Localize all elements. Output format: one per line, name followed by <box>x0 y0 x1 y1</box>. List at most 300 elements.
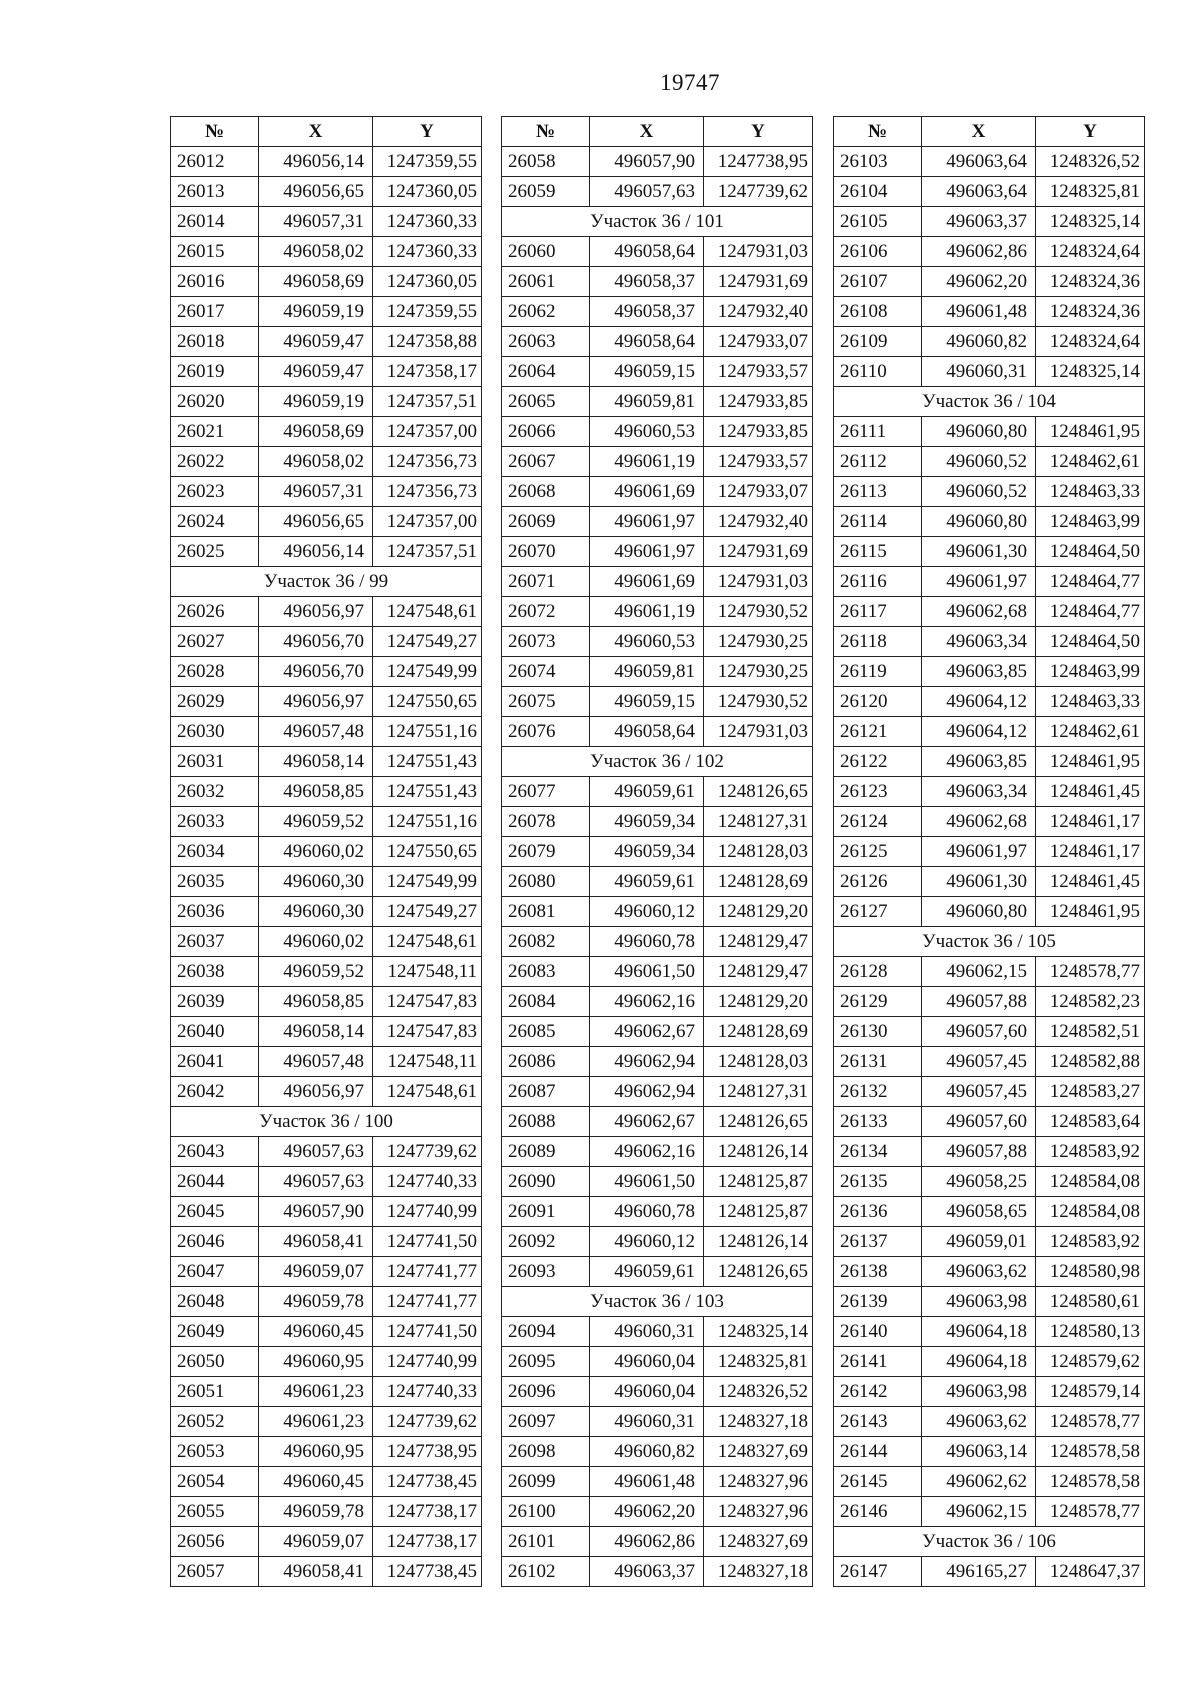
point-number-cell: 26043 <box>171 1137 259 1167</box>
point-number-cell: 26080 <box>502 867 590 897</box>
table-row <box>834 747 1145 777</box>
table-row <box>834 447 1145 477</box>
point-number-cell: 26092 <box>502 1227 590 1257</box>
x-coordinate-cell: 496057,90 <box>590 147 704 177</box>
x-coordinate-cell: 496061,30 <box>922 537 1036 567</box>
x-coordinate-cell: 496056,65 <box>259 507 373 537</box>
x-coordinate-cell: 496060,95 <box>259 1347 373 1377</box>
y-coordinate-cell: 1247357,00 <box>373 507 482 537</box>
point-number-cell: 26019 <box>171 357 259 387</box>
section-heading-row <box>171 567 482 597</box>
y-coordinate-cell: 1248325,14 <box>704 1317 813 1347</box>
table-row <box>502 1497 813 1527</box>
table-row <box>171 237 482 267</box>
y-coordinate-cell: 1247932,40 <box>704 297 813 327</box>
table-row <box>171 927 482 957</box>
x-coordinate-cell: 496062,86 <box>590 1527 704 1557</box>
table-row <box>171 597 482 627</box>
section-heading: Участок 36 / 105 <box>834 927 1145 957</box>
x-coordinate-cell: 496063,34 <box>922 777 1036 807</box>
y-coordinate-cell: 1248584,08 <box>1036 1167 1145 1197</box>
point-number-cell: 26115 <box>834 537 922 567</box>
y-coordinate-cell: 1247359,55 <box>373 297 482 327</box>
table-row <box>171 1377 482 1407</box>
x-coordinate-cell: 496059,78 <box>259 1497 373 1527</box>
y-coordinate-cell: 1247357,51 <box>373 387 482 417</box>
table-row <box>502 267 813 297</box>
point-number-cell: 26105 <box>834 207 922 237</box>
x-coordinate-cell: 496059,47 <box>259 357 373 387</box>
y-coordinate-cell: 1247739,62 <box>704 177 813 207</box>
point-number-cell: 26025 <box>171 537 259 567</box>
x-coordinate-cell: 496056,14 <box>259 147 373 177</box>
x-coordinate-cell: 496057,63 <box>590 177 704 207</box>
table-row <box>834 957 1145 987</box>
y-coordinate-cell: 1247933,57 <box>704 447 813 477</box>
x-coordinate-cell: 496060,45 <box>259 1317 373 1347</box>
point-number-cell: 26120 <box>834 687 922 717</box>
y-coordinate-cell: 1247741,77 <box>373 1257 482 1287</box>
y-coordinate-cell: 1248126,65 <box>704 777 813 807</box>
table-row <box>834 507 1145 537</box>
y-coordinate-cell: 1248125,87 <box>704 1197 813 1227</box>
x-coordinate-cell: 496063,85 <box>922 657 1036 687</box>
y-coordinate-cell: 1247930,25 <box>704 627 813 657</box>
point-number-cell: 26126 <box>834 867 922 897</box>
table-row <box>502 357 813 387</box>
point-number-cell: 26052 <box>171 1407 259 1437</box>
y-coordinate-cell: 1247551,43 <box>373 777 482 807</box>
section-heading: Участок 36 / 103 <box>502 1287 813 1317</box>
x-coordinate-cell: 496061,50 <box>590 957 704 987</box>
x-coordinate-cell: 496059,81 <box>590 657 704 687</box>
table-row <box>502 1557 813 1587</box>
y-coordinate-cell: 1247358,88 <box>373 327 482 357</box>
y-coordinate-cell: 1248461,95 <box>1036 747 1145 777</box>
point-number-cell: 26121 <box>834 717 922 747</box>
table-row <box>171 1557 482 1587</box>
point-number-cell: 26133 <box>834 1107 922 1137</box>
table-row <box>502 1077 813 1107</box>
point-number-cell: 26036 <box>171 897 259 927</box>
table-row <box>171 387 482 417</box>
point-number-cell: 26050 <box>171 1347 259 1377</box>
table-row <box>171 897 482 927</box>
header-y: Y <box>704 117 813 147</box>
table-row <box>502 567 813 597</box>
table-row <box>834 1467 1145 1497</box>
point-number-cell: 26095 <box>502 1347 590 1377</box>
x-coordinate-cell: 496060,80 <box>922 417 1036 447</box>
table-row <box>171 537 482 567</box>
y-coordinate-cell: 1248327,96 <box>704 1497 813 1527</box>
table-row <box>171 1197 482 1227</box>
section-heading-row <box>502 207 813 237</box>
y-coordinate-cell: 1248461,17 <box>1036 807 1145 837</box>
x-coordinate-cell: 496062,67 <box>590 1107 704 1137</box>
table-row <box>834 1317 1145 1347</box>
y-coordinate-cell: 1248582,23 <box>1036 987 1145 1017</box>
x-coordinate-cell: 496060,31 <box>922 357 1036 387</box>
table-row <box>834 207 1145 237</box>
point-number-cell: 26042 <box>171 1077 259 1107</box>
x-coordinate-cell: 496165,27 <box>922 1557 1036 1587</box>
table-row <box>834 1227 1145 1257</box>
table-row <box>171 687 482 717</box>
point-number-cell: 26104 <box>834 177 922 207</box>
y-coordinate-cell: 1247740,33 <box>373 1167 482 1197</box>
table-row <box>171 147 482 177</box>
x-coordinate-cell: 496056,97 <box>259 1077 373 1107</box>
point-number-cell: 26136 <box>834 1197 922 1227</box>
table-row <box>834 477 1145 507</box>
point-number-cell: 26134 <box>834 1137 922 1167</box>
page-number: 19747 <box>660 70 720 95</box>
x-coordinate-cell: 496061,23 <box>259 1377 373 1407</box>
x-coordinate-cell: 496060,52 <box>922 477 1036 507</box>
y-coordinate-cell: 1248128,69 <box>704 867 813 897</box>
table-row <box>171 357 482 387</box>
x-coordinate-cell: 496060,53 <box>590 627 704 657</box>
table-row <box>834 1257 1145 1287</box>
y-coordinate-cell: 1247931,03 <box>704 717 813 747</box>
y-coordinate-cell: 1247360,05 <box>373 267 482 297</box>
table-row <box>171 1017 482 1047</box>
y-coordinate-cell: 1247550,65 <box>373 687 482 717</box>
table-row <box>502 717 813 747</box>
point-number-cell: 26087 <box>502 1077 590 1107</box>
point-number-cell: 26065 <box>502 387 590 417</box>
point-number-cell: 26072 <box>502 597 590 627</box>
table-row <box>502 507 813 537</box>
x-coordinate-cell: 496064,12 <box>922 717 1036 747</box>
point-number-cell: 26060 <box>502 237 590 267</box>
x-coordinate-cell: 496059,01 <box>922 1227 1036 1257</box>
table-row <box>834 1347 1145 1377</box>
y-coordinate-cell: 1248327,18 <box>704 1407 813 1437</box>
table-row <box>834 867 1145 897</box>
section-heading: Участок 36 / 99 <box>171 567 482 597</box>
y-coordinate-cell: 1248325,14 <box>1036 207 1145 237</box>
y-coordinate-cell: 1247933,07 <box>704 327 813 357</box>
y-coordinate-cell: 1247356,73 <box>373 447 482 477</box>
x-coordinate-cell: 496058,02 <box>259 237 373 267</box>
point-number-cell: 26056 <box>171 1527 259 1557</box>
y-coordinate-cell: 1247547,83 <box>373 987 482 1017</box>
table-row <box>171 177 482 207</box>
table-row <box>502 987 813 1017</box>
x-coordinate-cell: 496058,37 <box>590 297 704 327</box>
table-row <box>171 1287 482 1317</box>
table-row <box>834 357 1145 387</box>
table-row <box>171 777 482 807</box>
x-coordinate-cell: 496061,19 <box>590 597 704 627</box>
x-coordinate-cell: 496059,19 <box>259 387 373 417</box>
y-coordinate-cell: 1247931,03 <box>704 567 813 597</box>
point-number-cell: 26110 <box>834 357 922 387</box>
y-coordinate-cell: 1247551,16 <box>373 807 482 837</box>
table-row <box>502 837 813 867</box>
point-number-cell: 26066 <box>502 417 590 447</box>
y-coordinate-cell: 1248325,81 <box>1036 177 1145 207</box>
point-number-cell: 26034 <box>171 837 259 867</box>
y-coordinate-cell: 1248325,14 <box>1036 357 1145 387</box>
table-header-row <box>171 117 482 147</box>
point-number-cell: 26057 <box>171 1557 259 1587</box>
table-row <box>502 1257 813 1287</box>
point-number-cell: 26014 <box>171 207 259 237</box>
point-number-cell: 26055 <box>171 1497 259 1527</box>
table-row <box>502 777 813 807</box>
header-y: Y <box>373 117 482 147</box>
table-row <box>834 1167 1145 1197</box>
point-number-cell: 26091 <box>502 1197 590 1227</box>
y-coordinate-cell: 1247932,40 <box>704 507 813 537</box>
x-coordinate-cell: 496064,12 <box>922 687 1036 717</box>
table-row <box>171 1467 482 1497</box>
section-heading-row <box>502 1287 813 1317</box>
point-number-cell: 26086 <box>502 1047 590 1077</box>
point-number-cell: 26094 <box>502 1317 590 1347</box>
table-row <box>834 897 1145 927</box>
y-coordinate-cell: 1248461,95 <box>1036 417 1145 447</box>
x-coordinate-cell: 496060,53 <box>590 417 704 447</box>
point-number-cell: 26130 <box>834 1017 922 1047</box>
table-row <box>502 387 813 417</box>
y-coordinate-cell: 1248325,81 <box>704 1347 813 1377</box>
point-number-cell: 26108 <box>834 297 922 327</box>
y-coordinate-cell: 1248578,58 <box>1036 1467 1145 1497</box>
y-coordinate-cell: 1247738,17 <box>373 1527 482 1557</box>
table-row <box>834 177 1145 207</box>
point-number-cell: 26068 <box>502 477 590 507</box>
y-coordinate-cell: 1247741,77 <box>373 1287 482 1317</box>
x-coordinate-cell: 496063,98 <box>922 1287 1036 1317</box>
table-row <box>502 447 813 477</box>
point-number-cell: 26090 <box>502 1167 590 1197</box>
y-coordinate-cell: 1247740,99 <box>373 1347 482 1377</box>
x-coordinate-cell: 496056,97 <box>259 597 373 627</box>
table-row <box>171 507 482 537</box>
y-coordinate-cell: 1247739,62 <box>373 1407 482 1437</box>
x-coordinate-cell: 496058,41 <box>259 1557 373 1587</box>
point-number-cell: 26096 <box>502 1377 590 1407</box>
table-row <box>502 687 813 717</box>
y-coordinate-cell: 1248463,99 <box>1036 657 1145 687</box>
x-coordinate-cell: 496057,63 <box>259 1167 373 1197</box>
table-row <box>502 1527 813 1557</box>
table-row <box>502 1407 813 1437</box>
x-coordinate-cell: 496057,63 <box>259 1137 373 1167</box>
y-coordinate-cell: 1248464,77 <box>1036 567 1145 597</box>
x-coordinate-cell: 496058,64 <box>590 327 704 357</box>
point-number-cell: 26147 <box>834 1557 922 1587</box>
x-coordinate-cell: 496064,18 <box>922 1317 1036 1347</box>
table-row <box>502 807 813 837</box>
table-row <box>171 417 482 447</box>
x-coordinate-cell: 496058,41 <box>259 1227 373 1257</box>
x-coordinate-cell: 496060,02 <box>259 837 373 867</box>
table-row <box>834 777 1145 807</box>
y-coordinate-cell: 1247548,61 <box>373 597 482 627</box>
point-number-cell: 26028 <box>171 657 259 687</box>
y-coordinate-cell: 1247930,52 <box>704 687 813 717</box>
table-row <box>834 327 1145 357</box>
section-heading: Участок 36 / 100 <box>171 1107 482 1137</box>
x-coordinate-cell: 496057,48 <box>259 1047 373 1077</box>
point-number-cell: 26097 <box>502 1407 590 1437</box>
table-row <box>171 1317 482 1347</box>
x-coordinate-cell: 496062,68 <box>922 807 1036 837</box>
table-row <box>171 447 482 477</box>
table-row <box>502 1107 813 1137</box>
table-row <box>171 1407 482 1437</box>
table-row <box>502 927 813 957</box>
coordinates-table-3 <box>833 116 1145 1587</box>
x-coordinate-cell: 496059,78 <box>259 1287 373 1317</box>
y-coordinate-cell: 1247549,99 <box>373 657 482 687</box>
y-coordinate-cell: 1248580,98 <box>1036 1257 1145 1287</box>
y-coordinate-cell: 1248464,50 <box>1036 537 1145 567</box>
x-coordinate-cell: 496060,52 <box>922 447 1036 477</box>
y-coordinate-cell: 1248462,61 <box>1036 447 1145 477</box>
y-coordinate-cell: 1248583,92 <box>1036 1137 1145 1167</box>
x-coordinate-cell: 496058,65 <box>922 1197 1036 1227</box>
table-row <box>834 657 1145 687</box>
point-number-cell: 26037 <box>171 927 259 957</box>
table-row <box>171 297 482 327</box>
point-number-cell: 26026 <box>171 597 259 627</box>
table-row <box>171 327 482 357</box>
y-coordinate-cell: 1247738,45 <box>373 1557 482 1587</box>
point-number-cell: 26015 <box>171 237 259 267</box>
x-coordinate-cell: 496057,31 <box>259 207 373 237</box>
table-row <box>502 1347 813 1377</box>
point-number-cell: 26048 <box>171 1287 259 1317</box>
point-number-cell: 26067 <box>502 447 590 477</box>
table-row <box>502 657 813 687</box>
y-coordinate-cell: 1247357,51 <box>373 537 482 567</box>
point-number-cell: 26012 <box>171 147 259 177</box>
table-row <box>834 597 1145 627</box>
y-coordinate-cell: 1247356,73 <box>373 477 482 507</box>
x-coordinate-cell: 496060,04 <box>590 1347 704 1377</box>
table-row <box>502 237 813 267</box>
section-heading-row <box>834 1527 1145 1557</box>
table-row <box>171 807 482 837</box>
table-row <box>834 1287 1145 1317</box>
y-coordinate-cell: 1248126,14 <box>704 1137 813 1167</box>
x-coordinate-cell: 496061,23 <box>259 1407 373 1437</box>
point-number-cell: 26040 <box>171 1017 259 1047</box>
x-coordinate-cell: 496057,88 <box>922 987 1036 1017</box>
x-coordinate-cell: 496062,62 <box>922 1467 1036 1497</box>
section-heading: Участок 36 / 104 <box>834 387 1145 417</box>
y-coordinate-cell: 1248463,99 <box>1036 507 1145 537</box>
y-coordinate-cell: 1247549,27 <box>373 627 482 657</box>
x-coordinate-cell: 496056,14 <box>259 537 373 567</box>
y-coordinate-cell: 1248461,17 <box>1036 837 1145 867</box>
table-row <box>834 807 1145 837</box>
table-row <box>171 1347 482 1377</box>
y-coordinate-cell: 1248464,77 <box>1036 597 1145 627</box>
y-coordinate-cell: 1248578,77 <box>1036 1407 1145 1437</box>
table-row <box>502 477 813 507</box>
y-coordinate-cell: 1248126,14 <box>704 1227 813 1257</box>
table-row <box>171 1077 482 1107</box>
point-number-cell: 26020 <box>171 387 259 417</box>
point-number-cell: 26109 <box>834 327 922 357</box>
point-number-cell: 26038 <box>171 957 259 987</box>
x-coordinate-cell: 496057,60 <box>922 1017 1036 1047</box>
x-coordinate-cell: 496063,85 <box>922 747 1036 777</box>
x-coordinate-cell: 496058,85 <box>259 777 373 807</box>
x-coordinate-cell: 496063,62 <box>922 1407 1036 1437</box>
table-row <box>502 957 813 987</box>
x-coordinate-cell: 496063,34 <box>922 627 1036 657</box>
x-coordinate-cell: 496059,34 <box>590 807 704 837</box>
point-number-cell: 26139 <box>834 1287 922 1317</box>
y-coordinate-cell: 1248128,03 <box>704 1047 813 1077</box>
x-coordinate-cell: 496059,07 <box>259 1257 373 1287</box>
table-row <box>834 1197 1145 1227</box>
y-coordinate-cell: 1248579,62 <box>1036 1347 1145 1377</box>
point-number-cell: 26099 <box>502 1467 590 1497</box>
point-number-cell: 26024 <box>171 507 259 537</box>
y-coordinate-cell: 1247740,33 <box>373 1377 482 1407</box>
point-number-cell: 26145 <box>834 1467 922 1497</box>
point-number-cell: 26061 <box>502 267 590 297</box>
point-number-cell: 26030 <box>171 717 259 747</box>
y-coordinate-cell: 1247549,99 <box>373 867 482 897</box>
table-row <box>171 267 482 297</box>
x-coordinate-cell: 496062,20 <box>590 1497 704 1527</box>
point-number-cell: 26118 <box>834 627 922 657</box>
table-row <box>502 1437 813 1467</box>
y-coordinate-cell: 1247741,50 <box>373 1317 482 1347</box>
table-row <box>834 267 1145 297</box>
point-number-cell: 26129 <box>834 987 922 1017</box>
table-row <box>171 1527 482 1557</box>
point-number-cell: 26100 <box>502 1497 590 1527</box>
point-number-cell: 26064 <box>502 357 590 387</box>
point-number-cell: 26131 <box>834 1047 922 1077</box>
x-coordinate-cell: 496060,80 <box>922 507 1036 537</box>
y-coordinate-cell: 1247930,25 <box>704 657 813 687</box>
y-coordinate-cell: 1248647,37 <box>1036 1557 1145 1587</box>
y-coordinate-cell: 1248582,51 <box>1036 1017 1145 1047</box>
point-number-cell: 26140 <box>834 1317 922 1347</box>
table-row <box>834 837 1145 867</box>
point-number-cell: 26146 <box>834 1497 922 1527</box>
y-coordinate-cell: 1248129,20 <box>704 897 813 927</box>
point-number-cell: 26077 <box>502 777 590 807</box>
table-row <box>171 1497 482 1527</box>
point-number-cell: 26125 <box>834 837 922 867</box>
x-coordinate-cell: 496060,30 <box>259 867 373 897</box>
y-coordinate-cell: 1248127,31 <box>704 807 813 837</box>
y-coordinate-cell: 1248462,61 <box>1036 717 1145 747</box>
x-coordinate-cell: 496061,48 <box>590 1467 704 1497</box>
table-row <box>834 537 1145 567</box>
y-coordinate-cell: 1248461,45 <box>1036 867 1145 897</box>
x-coordinate-cell: 496058,69 <box>259 417 373 447</box>
header-number: № <box>502 117 590 147</box>
x-coordinate-cell: 496062,67 <box>590 1017 704 1047</box>
point-number-cell: 26144 <box>834 1437 922 1467</box>
point-number-cell: 26016 <box>171 267 259 297</box>
table-row <box>502 1167 813 1197</box>
